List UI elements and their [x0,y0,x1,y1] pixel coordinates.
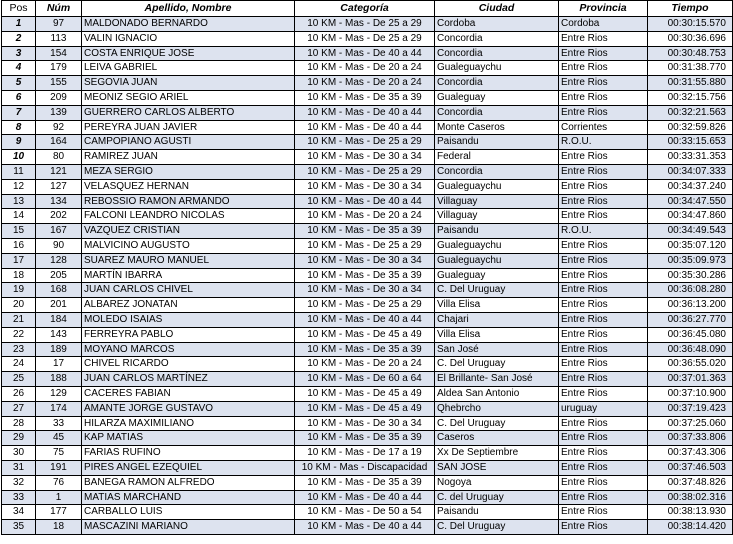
table-row [2,431,733,446]
cell-category: 10 KM - Mas - Discapacidad [295,460,435,475]
cell-time: 00:38:13.930 [648,505,733,520]
cell-time: 00:37:46.503 [648,460,733,475]
cell-category: 10 KM - Mas - De 35 a 39 [295,268,435,283]
cell-province: Corrientes [559,120,648,135]
table-row [2,446,733,461]
cell-category: 10 KM - Mas - De 40 a 44 [295,120,435,135]
cell-time: 00:36:08.280 [648,283,733,298]
cell-category: 10 KM - Mas - De 45 a 49 [295,327,435,342]
cell-province: uruguay [559,401,648,416]
cell-name: COSTA ENRIQUE JOSE [82,46,295,61]
cell-name: FALCONI LEANDRO NICOLAS [82,209,295,224]
cell-name: CACERES FABIAN [82,386,295,401]
header-name: Apellido, Nombre [82,1,295,17]
cell-num: 209 [36,90,82,105]
cell-time: 00:32:21.563 [648,105,733,120]
cell-num: 201 [36,298,82,313]
cell-province: Entre Rios [559,150,648,165]
cell-num: 177 [36,505,82,520]
table-row [2,61,733,76]
cell-city: Aldea San Antonio [435,386,559,401]
cell-category: 10 KM - Mas - De 35 a 39 [295,90,435,105]
cell-category: 10 KM - Mas - De 25 a 29 [295,31,435,46]
table-row [2,209,733,224]
cell-city: Gualeguaychu [435,179,559,194]
cell-category: 10 KM - Mas - De 25 a 29 [295,298,435,313]
cell-name: AMANTE JORGE GUSTAVO [82,401,295,416]
cell-time: 00:35:30.286 [648,268,733,283]
header-num: Núm [36,1,82,17]
cell-category: 10 KM - Mas - De 17 a 19 [295,446,435,461]
table-row [2,238,733,253]
cell-city: Caseros [435,431,559,446]
cell-time: 00:35:07.120 [648,238,733,253]
cell-pos: 29 [2,431,36,446]
cell-num: 45 [36,431,82,446]
header-province: Provincia [559,1,648,17]
cell-city: Villaguay [435,209,559,224]
cell-name: VAZQUEZ CRISTIAN [82,224,295,239]
cell-time: 00:34:47.550 [648,194,733,209]
results-table [1,0,733,535]
cell-city: Nogoya [435,475,559,490]
cell-province: Entre Rios [559,194,648,209]
cell-category: 10 KM - Mas - De 40 a 44 [295,490,435,505]
cell-city: Gualeguaychu [435,238,559,253]
table-row [2,150,733,165]
cell-time: 00:37:01.363 [648,372,733,387]
cell-name: JUAN CARLOS CHIVEL [82,283,295,298]
cell-num: 76 [36,475,82,490]
cell-province: Entre Rios [559,431,648,446]
cell-pos: 23 [2,342,36,357]
cell-category: 10 KM - Mas - De 45 a 49 [295,386,435,401]
cell-name: ALBAREZ JONATAN [82,298,295,313]
cell-time: 00:36:13.200 [648,298,733,313]
cell-name: VALIN IGNACIO [82,31,295,46]
cell-time: 00:34:49.543 [648,224,733,239]
table-row [2,520,733,535]
cell-num: 184 [36,312,82,327]
cell-num: 92 [36,120,82,135]
cell-name: FERREYRA PABLO [82,327,295,342]
table-row [2,268,733,283]
table-row [2,46,733,61]
cell-province: Entre Rios [559,76,648,91]
cell-name: CHIVEL RICARDO [82,357,295,372]
cell-province: Entre Rios [559,416,648,431]
cell-num: 168 [36,283,82,298]
cell-province: Entre Rios [559,209,648,224]
table-row [2,283,733,298]
cell-province: Entre Rios [559,342,648,357]
table-row [2,164,733,179]
cell-category: 10 KM - Mas - De 40 a 44 [295,194,435,209]
cell-province: Entre Rios [559,505,648,520]
cell-category: 10 KM - Mas - De 40 a 44 [295,520,435,535]
cell-pos: 17 [2,253,36,268]
cell-time: 00:34:07.333 [648,164,733,179]
cell-name: REBOSSIO RAMON ARMANDO [82,194,295,209]
cell-num: 174 [36,401,82,416]
cell-pos: 5 [2,76,36,91]
cell-city: Concordia [435,76,559,91]
cell-name: HILARZA MAXIMILIANO [82,416,295,431]
table-row [2,179,733,194]
cell-num: 97 [36,17,82,32]
table-row [2,490,733,505]
cell-category: 10 KM - Mas - De 35 a 39 [295,342,435,357]
cell-num: 154 [36,46,82,61]
table-row [2,31,733,46]
cell-city: C. del Uruguay [435,490,559,505]
cell-pos: 18 [2,268,36,283]
cell-num: 205 [36,268,82,283]
cell-pos: 19 [2,283,36,298]
cell-num: 80 [36,150,82,165]
cell-city: Paisandu [435,135,559,150]
cell-city: SAN JOSE [435,460,559,475]
cell-category: 10 KM - Mas - De 60 a 64 [295,372,435,387]
cell-time: 00:37:19.423 [648,401,733,416]
cell-pos: 32 [2,475,36,490]
cell-time: 00:30:15.570 [648,17,733,32]
cell-num: 139 [36,105,82,120]
cell-province: Entre Rios [559,446,648,461]
cell-name: PIRES ANGEL EZEQUIEL [82,460,295,475]
cell-city: C. Del Uruguay [435,520,559,535]
cell-category: 10 KM - Mas - De 20 a 24 [295,357,435,372]
cell-pos: 13 [2,194,36,209]
cell-num: 188 [36,372,82,387]
table-row [2,460,733,475]
cell-pos: 28 [2,416,36,431]
cell-province: Entre Rios [559,490,648,505]
cell-city: Qhebrcho [435,401,559,416]
header-time: Tiempo [648,1,733,17]
cell-time: 00:30:36.696 [648,31,733,46]
cell-pos: 8 [2,120,36,135]
cell-pos: 12 [2,179,36,194]
cell-time: 00:37:10.900 [648,386,733,401]
cell-time: 00:30:48.753 [648,46,733,61]
header-category: Categoría [295,1,435,17]
cell-pos: 31 [2,460,36,475]
cell-name: MALDONADO BERNARDO [82,17,295,32]
cell-city: Gualeguay [435,268,559,283]
cell-time: 00:35:09.973 [648,253,733,268]
cell-city: Paisandu [435,505,559,520]
cell-pos: 2 [2,31,36,46]
cell-category: 10 KM - Mas - De 40 a 44 [295,312,435,327]
table-row [2,475,733,490]
cell-pos: 33 [2,490,36,505]
table-row [2,90,733,105]
cell-num: 121 [36,164,82,179]
cell-pos: 6 [2,90,36,105]
table-row [2,372,733,387]
cell-province: Entre Rios [559,31,648,46]
cell-num: 164 [36,135,82,150]
cell-city: Concordia [435,46,559,61]
cell-province: Entre Rios [559,90,648,105]
cell-category: 10 KM - Mas - De 30 a 34 [295,416,435,431]
cell-category: 10 KM - Mas - De 25 a 29 [295,238,435,253]
cell-name: CARBALLO LUIS [82,505,295,520]
cell-city: Villaguay [435,194,559,209]
cell-pos: 25 [2,372,36,387]
cell-city: Chajari [435,312,559,327]
cell-time: 00:36:55.020 [648,357,733,372]
cell-num: 167 [36,224,82,239]
cell-category: 10 KM - Mas - De 25 a 29 [295,135,435,150]
cell-category: 10 KM - Mas - De 45 a 49 [295,401,435,416]
cell-time: 00:31:38.770 [648,61,733,76]
cell-time: 00:34:47.860 [648,209,733,224]
table-row [2,357,733,372]
table-row [2,342,733,357]
cell-pos: 7 [2,105,36,120]
cell-province: Entre Rios [559,357,648,372]
cell-name: SUAREZ MAURO MANUEL [82,253,295,268]
cell-name: CAMPOPIANO AGUSTI [82,135,295,150]
cell-province: Entre Rios [559,268,648,283]
cell-city: San José [435,342,559,357]
cell-province: Entre Rios [559,327,648,342]
cell-num: 17 [36,357,82,372]
cell-name: MEONIZ SEGIO ARIEL [82,90,295,105]
cell-category: 10 KM - Mas - De 30 a 34 [295,150,435,165]
cell-category: 10 KM - Mas - De 40 a 44 [295,46,435,61]
cell-pos: 3 [2,46,36,61]
cell-time: 00:32:59.826 [648,120,733,135]
cell-province: Entre Rios [559,386,648,401]
cell-num: 18 [36,520,82,535]
cell-city: Concordia [435,31,559,46]
cell-num: 1 [36,490,82,505]
table-row [2,253,733,268]
cell-province: Entre Rios [559,179,648,194]
cell-name: GUERRERO CARLOS ALBERTO [82,105,295,120]
cell-category: 10 KM - Mas - De 25 a 29 [295,17,435,32]
cell-city: Cordoba [435,17,559,32]
cell-city: C. Del Uruguay [435,357,559,372]
cell-category: 10 KM - Mas - De 35 a 39 [295,431,435,446]
table-row [2,416,733,431]
cell-province: Entre Rios [559,238,648,253]
table-row [2,76,733,91]
cell-name: KAP MATIAS [82,431,295,446]
cell-name: MEZA SERGIO [82,164,295,179]
cell-num: 189 [36,342,82,357]
cell-name: RAMIREZ JUAN [82,150,295,165]
cell-category: 10 KM - Mas - De 20 a 24 [295,61,435,76]
cell-city: Paisandu [435,224,559,239]
cell-city: Federal [435,150,559,165]
cell-pos: 27 [2,401,36,416]
cell-city: Gualeguay [435,90,559,105]
cell-province: Entre Rios [559,298,648,313]
cell-city: C. Del Uruguay [435,283,559,298]
cell-pos: 34 [2,505,36,520]
cell-category: 10 KM - Mas - De 35 a 39 [295,224,435,239]
header-pos: Pos [2,1,36,17]
cell-province: Entre Rios [559,46,648,61]
cell-time: 00:36:48.090 [648,342,733,357]
cell-category: 10 KM - Mas - De 40 a 44 [295,105,435,120]
cell-category: 10 KM - Mas - De 20 a 24 [295,76,435,91]
cell-province: Entre Rios [559,164,648,179]
cell-time: 00:37:33.806 [648,431,733,446]
cell-province: R.O.U. [559,224,648,239]
cell-province: Entre Rios [559,372,648,387]
table-row [2,105,733,120]
cell-category: 10 KM - Mas - De 20 a 24 [295,209,435,224]
cell-name: JUAN CARLOS MARTÍNEZ [82,372,295,387]
cell-time: 00:37:43.306 [648,446,733,461]
table-row [2,120,733,135]
cell-pos: 22 [2,327,36,342]
cell-name: MATIAS MARCHAND [82,490,295,505]
cell-time: 00:36:27.770 [648,312,733,327]
cell-name: BANEGA RAMON ALFREDO [82,475,295,490]
cell-name: MARTÍN IBARRA [82,268,295,283]
cell-pos: 4 [2,61,36,76]
cell-time: 00:34:37.240 [648,179,733,194]
cell-province: Entre Rios [559,475,648,490]
cell-city: Gualeguaychu [435,253,559,268]
cell-num: 134 [36,194,82,209]
table-row [2,194,733,209]
cell-province: Entre Rios [559,520,648,535]
cell-pos: 16 [2,238,36,253]
table-row [2,401,733,416]
cell-province: R.O.U. [559,135,648,150]
cell-pos: 9 [2,135,36,150]
cell-city: Concordia [435,105,559,120]
table-row [2,386,733,401]
cell-num: 33 [36,416,82,431]
cell-category: 10 KM - Mas - De 50 a 54 [295,505,435,520]
cell-pos: 20 [2,298,36,313]
cell-time: 00:37:48.826 [648,475,733,490]
cell-time: 00:32:15.756 [648,90,733,105]
cell-num: 155 [36,76,82,91]
cell-pos: 30 [2,446,36,461]
cell-name: FARIAS RUFINO [82,446,295,461]
header-city: Ciudad [435,1,559,17]
cell-city: Gualeguaychu [435,61,559,76]
cell-pos: 11 [2,164,36,179]
cell-province: Entre Rios [559,283,648,298]
cell-name: VELASQUEZ HERNAN [82,179,295,194]
cell-time: 00:33:15.653 [648,135,733,150]
cell-pos: 15 [2,224,36,239]
cell-time: 00:38:14.420 [648,520,733,535]
cell-name: MALVICINO AUGUSTO [82,238,295,253]
cell-province: Entre Rios [559,61,648,76]
cell-num: 191 [36,460,82,475]
cell-category: 10 KM - Mas - De 25 a 29 [295,164,435,179]
cell-time: 00:36:45.080 [648,327,733,342]
cell-time: 00:38:02.316 [648,490,733,505]
cell-city: Xx De Septiembre [435,446,559,461]
cell-category: 10 KM - Mas - De 35 a 39 [295,475,435,490]
cell-city: Villa Elisa [435,298,559,313]
cell-province: Entre Rios [559,253,648,268]
cell-province: Entre Rios [559,312,648,327]
cell-num: 127 [36,179,82,194]
cell-time: 00:33:31.353 [648,150,733,165]
cell-province: Cordoba [559,17,648,32]
cell-province: Entre Rios [559,460,648,475]
cell-city: C. Del Uruguay [435,416,559,431]
table-row [2,327,733,342]
table-row [2,505,733,520]
cell-num: 113 [36,31,82,46]
cell-pos: 1 [2,17,36,32]
cell-time: 00:37:25.060 [648,416,733,431]
table-row [2,312,733,327]
cell-province: Entre Rios [559,105,648,120]
cell-name: LEIVA GABRIEL [82,61,295,76]
cell-time: 00:31:55.880 [648,76,733,91]
cell-num: 202 [36,209,82,224]
cell-name: PEREYRA JUAN JAVIER [82,120,295,135]
cell-num: 143 [36,327,82,342]
cell-category: 10 KM - Mas - De 30 a 34 [295,253,435,268]
cell-num: 179 [36,61,82,76]
cell-num: 128 [36,253,82,268]
cell-pos: 21 [2,312,36,327]
cell-num: 129 [36,386,82,401]
cell-name: MOLEDO ISAIAS [82,312,295,327]
cell-city: Monte Caseros [435,120,559,135]
cell-name: MOYANO MARCOS [82,342,295,357]
table-row [2,17,733,32]
table-row [2,224,733,239]
cell-pos: 10 [2,150,36,165]
table-row [2,135,733,150]
cell-city: El Brillante- San José [435,372,559,387]
cell-pos: 14 [2,209,36,224]
cell-num: 90 [36,238,82,253]
cell-category: 10 KM - Mas - De 30 a 34 [295,283,435,298]
header-row [2,1,733,17]
table-row [2,298,733,313]
cell-pos: 35 [2,520,36,535]
cell-category: 10 KM - Mas - De 30 a 34 [295,179,435,194]
cell-name: SEGOVIA JUAN [82,76,295,91]
cell-num: 75 [36,446,82,461]
cell-pos: 24 [2,357,36,372]
cell-name: MASCAZINI MARIANO [82,520,295,535]
cell-city: Villa Elisa [435,327,559,342]
cell-city: Concordia [435,164,559,179]
cell-pos: 26 [2,386,36,401]
